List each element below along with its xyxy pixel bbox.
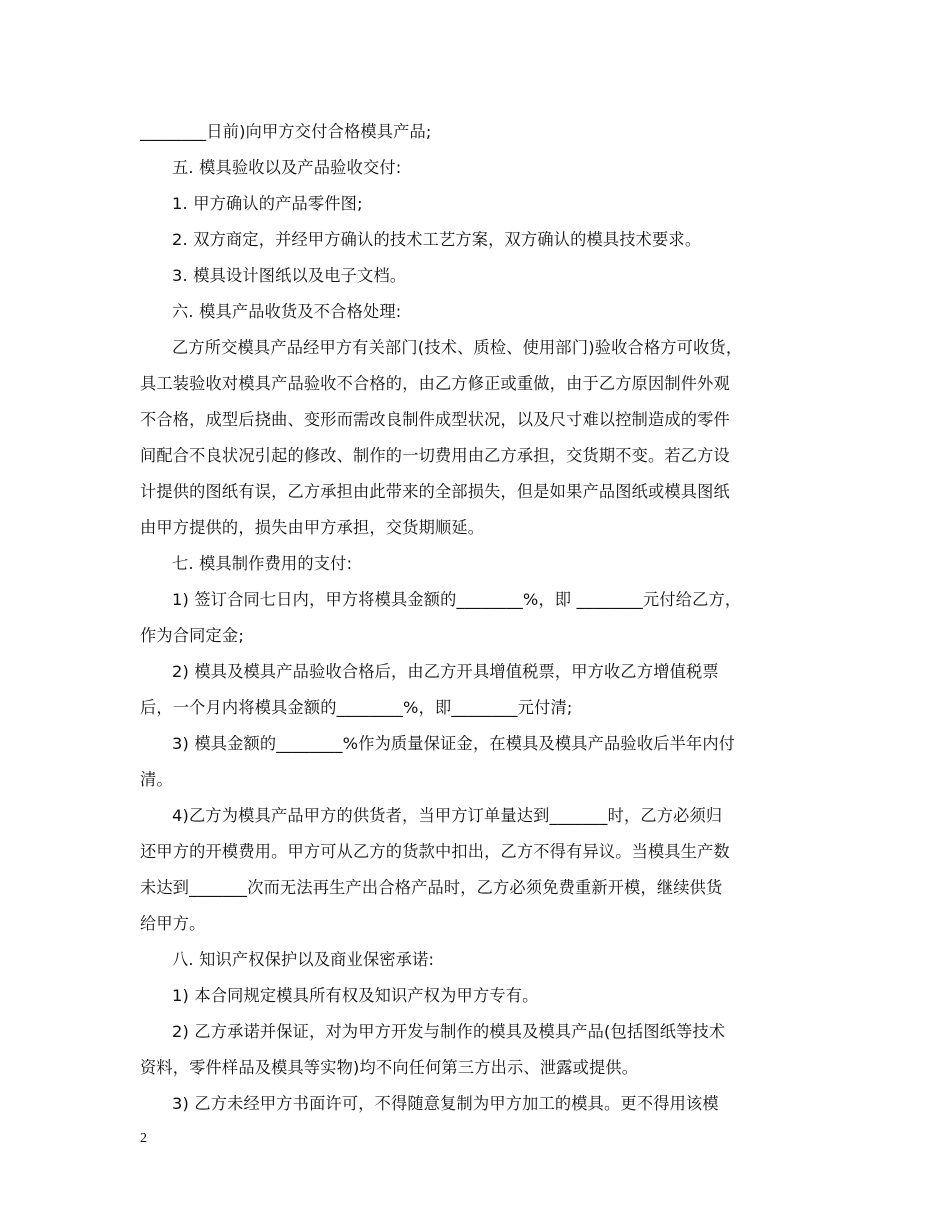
list-item: [140, 186, 815, 222]
text-line: 2. 双方商定，并经甲方确认的技术工艺方案，双方确认的模具技术要求。: [172, 230, 702, 249]
text-line: 七. 模具制作费用的支付:: [172, 554, 353, 573]
text-line: 计提供的图纸有误，乙方承担由此带来的全部损失，但是如果产品图纸或模具图纸: [140, 482, 730, 501]
text-line: 1) 本合同规定模具所有权及知识产权为甲方专有。: [172, 986, 539, 1005]
text-line: 还甲方的开模费用。甲方可从乙方的货款中扣出，乙方不得有异议。当模具生产数: [140, 842, 730, 861]
payment-item-4: [140, 798, 815, 942]
paragraph-acceptance: [140, 330, 815, 546]
section-heading-5: [140, 150, 815, 186]
page-number: 2: [140, 1131, 147, 1146]
payment-item-2: [140, 654, 815, 726]
section-heading-8: [140, 942, 815, 978]
text-line: 五. 模具验收以及产品验收交付:: [172, 158, 402, 177]
text-line: 3. 模具设计图纸以及电子文档。: [172, 266, 407, 285]
section-heading-6: [140, 294, 815, 330]
text-line: 不合格，成型后挠曲、变形而需改良制件成型状况，以及尺寸难以控制造成的零件: [140, 410, 730, 429]
paragraph-1: [140, 114, 815, 150]
text-line: 八. 知识产权保护以及商业保密承诺:: [172, 950, 435, 969]
ip-item-3: [140, 1086, 815, 1122]
payment-item-1: [140, 582, 815, 654]
text-line: 具工装验收对模具产品验收不合格的，由乙方修正或重做，由于乙方原因制件外观: [140, 374, 730, 393]
text-line: 2) 模具及模具产品验收合格后，由乙方开具增值税票，甲方收乙方增值税票: [172, 662, 719, 681]
text-line: 4)乙方为模具产品甲方的供货者，当甲方订单量达到_______时，乙方必须归: [172, 806, 723, 825]
text-line: 作为合同定金;: [140, 626, 244, 645]
text-line: 未达到_______次而无法再生产出合格产品时，乙方必须免费重新开模，继续供货: [140, 878, 723, 897]
section-heading-7: [140, 546, 815, 582]
ip-item-1: [140, 978, 815, 1014]
payment-item-3: [140, 726, 815, 798]
document-body: [140, 114, 815, 1122]
text-line: 后，一个月内将模具金额的________%，即________元付清;: [140, 698, 573, 717]
text-line: 3) 模具金额的________%作为质量保证金，在模具及模具产品验收后半年内付: [172, 734, 736, 753]
text-line: 六. 模具产品收货及不合格处理:: [172, 302, 402, 321]
text-line: 2) 乙方承诺并保证，对为甲方开发与制作的模具及模具产品(包括图纸等技术: [172, 1022, 726, 1041]
text-line: 1. 甲方确认的产品零件图;: [172, 194, 363, 213]
text-line: 清。: [140, 770, 173, 789]
list-item: [140, 258, 815, 294]
ip-item-2: [140, 1014, 815, 1086]
text-line: 资料，零件样品及模具等实物)均不向任何第三方出示、泄露或提供。: [140, 1058, 639, 1077]
text-line: 由甲方提供的，损失由甲方承担，交货期顺延。: [140, 518, 485, 537]
text-line: ________日前)向甲方交付合格模具产品;: [140, 122, 432, 141]
text-line: 3) 乙方未经甲方书面许可，不得随意复制为甲方加工的模具。更不得用该模: [172, 1094, 719, 1113]
text-line: 乙方所交模具产品经甲方有关部门(技术、质检、使用部门)验收合格方可收货，: [172, 338, 743, 357]
text-line: 1) 签订合同七日内，甲方将模具金额的________%，即 ________元付给乙方，: [172, 590, 742, 609]
text-line: 间配合不良状况引起的修改、制作的一切费用由乙方承担，交货期不变。若乙方设: [140, 446, 730, 465]
list-item: [140, 222, 815, 258]
text-line: 给甲方。: [140, 914, 206, 933]
